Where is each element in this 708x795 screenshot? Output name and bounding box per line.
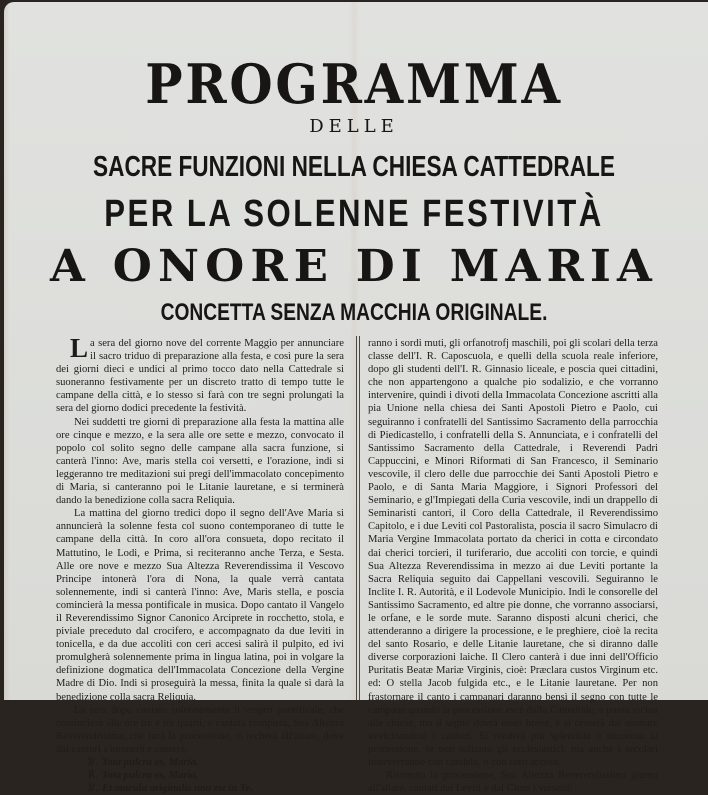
poster-subtitle-delle: DELLE (309, 116, 399, 137)
paragraph-3: La mattina del giorno tredici dopo il segno dell'Ave Maria si annuncierà la solenne festa col suono contemporaneo di tutte le campane della città. In coro all'ora consueta, dopo recitato il Mattutino, le Lodi, e Prima, si reciteranno anche Terza, e Sesta. Alle ore nove e mezzo Sua Altezza Reverendissima il Vescovo Principe intonerà l'ora di Nona, la quale verrà cantata solennemente, indi si canterà l'inno: Ave, Maris stella, e poscia comincierà la messa pontificale in musica. Dopo cantato il Vangelo il Reverendissimo Signor Canonico Arciprete in rocchetto, stola, e piviale preceduto dal crocifero, e accompagnato da due leviti in tonicella, e da due accoliti con ceri accesi salirà il pulpito, ed ivi promulgherà solennemente prima in lingua latina, poi in volgare la definizione dogmatica dell'Immacolata Concezione della Vergine Madre di Dio. Indi si proseguirà la messa, finita la quale si darà la benedizione colla sacra Reliquia. (56, 508, 344, 703)
paragraph-1 (56, 333, 344, 416)
poster-line-onore-di-maria: A ONORE DI MARIA (50, 241, 658, 292)
poster-line-sacre-funzioni: SACRE FUNZIONI NELLA CHIESA CATTEDRALE (93, 151, 615, 183)
poster-line-solenne-festivita: PER LA SOLENNE FESTIVITÀ (104, 193, 604, 235)
column-divider (359, 336, 360, 700)
right-text-column (368, 337, 658, 795)
response-mark: ℟. (88, 770, 98, 782)
poster-title: PROGRAMMA (145, 52, 563, 116)
drop-cap: L (70, 333, 89, 363)
versicle-line: ℣. Et macula originalis non est in Te. (88, 783, 253, 795)
poster-line-concetta: CONCETTA SENZA MACCHIA ORIGINALE. (160, 299, 548, 326)
paragraph-4: La sera dopo cantato solennemente il vespro pontificale, che comincierà alle ore tre e tre quarti, e cantata compieta, Sua Altezza Reverendissima, che farà la processione, si recherà all'altare, dove dai cantori s'intonerà e canterà: (56, 704, 344, 755)
paragraph-continued: ranno i sordi muti, gli orfanotrofj maschili, poi gli scolari della terza classe dell'I. R. Caposcuola, e quelli della scuola reale inferiore, dopo gli studenti dell'I. R. Ginnasio liceale, e poscia quei cittadini, che non appartengono a qualche pio sodalizio, e che vorranno intervenire, quindi i divoti della Immacolata Concezione ascritti alla pia Unione nella chiesa dei Santi Apostoli Pietro e Paolo, cui seguiranno i confratelli del Santissimo Sacramento della parrocchia di Piedicastello, i confratelli della S. Annunciata, e i confratelli del Santissimo Sacramento della Cattedrale, i Reverendi Padri Cappuccini, e Minori Riformati di San Francesco, il Seminario vescovile, il clero delle due parrocchie dei Santi Apostoli Pietro e Paolo, e di Santa Maria Maggiore, i Signori Professori del Seminario, e gl'Impiegati della Curia vescovile, indi un drappello di Seminaristi cantori, il Coro della Cattedrale, il Reverendissimo Capitolo, e i due Leviti col Pastoralista, poscia il sacro Simulacro di Maria Vergine Immacolata portato da cherici in cotta e circondato dai cherici torcieri, il turiferario, due accoliti con torcie, e quindi Sua Altezza Reverendissima in mezzo ai due Leviti portante la Sacra Reliquia seguito dai Cappellani vescovili. Seguiranno le Inclite I. R. Autorità, e il Lodevole Municipio. Indi le consorelle del Santissimo Sacramento, ed altre pie donne, che vorranno associarsi, le orfane, e le sorde mute. Saranno disposti alcuni cherici, che attenderanno a dirigere la processione, e le preghiere, cioè la recita del santo Rosario, e delle Litanie lauretane, che si diranno dalle diverse corporazioni laiche. Il Clero canterà i due inni dell'Officio Puritatis Beatæ Mariæ Virginis, cioè: Præclara custos Virginum etc. ed: O stella Jacob fulgida etc., e le Litanie lauretane. Per non frastornare il canto i campanari daranno bensì il segno con tutte le campane quando la processione esce dalla Cattedrale, e passa vicina alle chiese, ma il segno dovrà esser breve, e si cesserà dal suonare avvicinandosi i cantori. Si renderà più splendida e decorosa la processione, se non soltanto gli ecclesiastici, ma anche i secolari interverranno con candela, o con cero acceso. (368, 338, 658, 768)
versicle-line: ℟. Tota pulcra es, Maria. (88, 770, 199, 782)
versicle-mark: ℣. (88, 757, 98, 768)
left-text-column (56, 333, 344, 795)
paragraph-1-text: a sera del giorno nove del corrente Maggio per annunciare il sacro triduo di preparazione alla festa, e così pure la sera dei giorni dieci e undici al primo tocco dato nella Cattedrale si suoneranno festivamente per un discreto tratto di tempo tutte le campane della città, e lo stesso si farà con tre segni prolungati la sera del giorno dodici precedente la festività. (56, 338, 344, 415)
column-divider (356, 336, 357, 700)
versicle-line: ℣. Tota pulcra es, Maria. (88, 757, 199, 768)
paragraph-2: Nei suddetti tre giorni di preparazione alla festa la mattina alle ore cinque e mezzo, e la sera alle ore sette e mezzo, convocato il popolo col solito segno delle campane alla sacra funzione, si canterà l'inno: Ave, maris stella coi versetti, e l'orazione, indi si leggeranno tre meditazioni sui pregi dell'immacolato concepimento di Maria, si canteranno poi le Litanie lauretane, e si terminerà dando la benedizione colla sacra Reliquia. (56, 416, 344, 507)
versicle-mark: ℣. (88, 783, 98, 795)
paragraph-return: Ritornata la processione, Sua Altezza Reverendissima giunto all'altare, cantati dai Leviti e dal Clero i versetti: (368, 770, 658, 795)
